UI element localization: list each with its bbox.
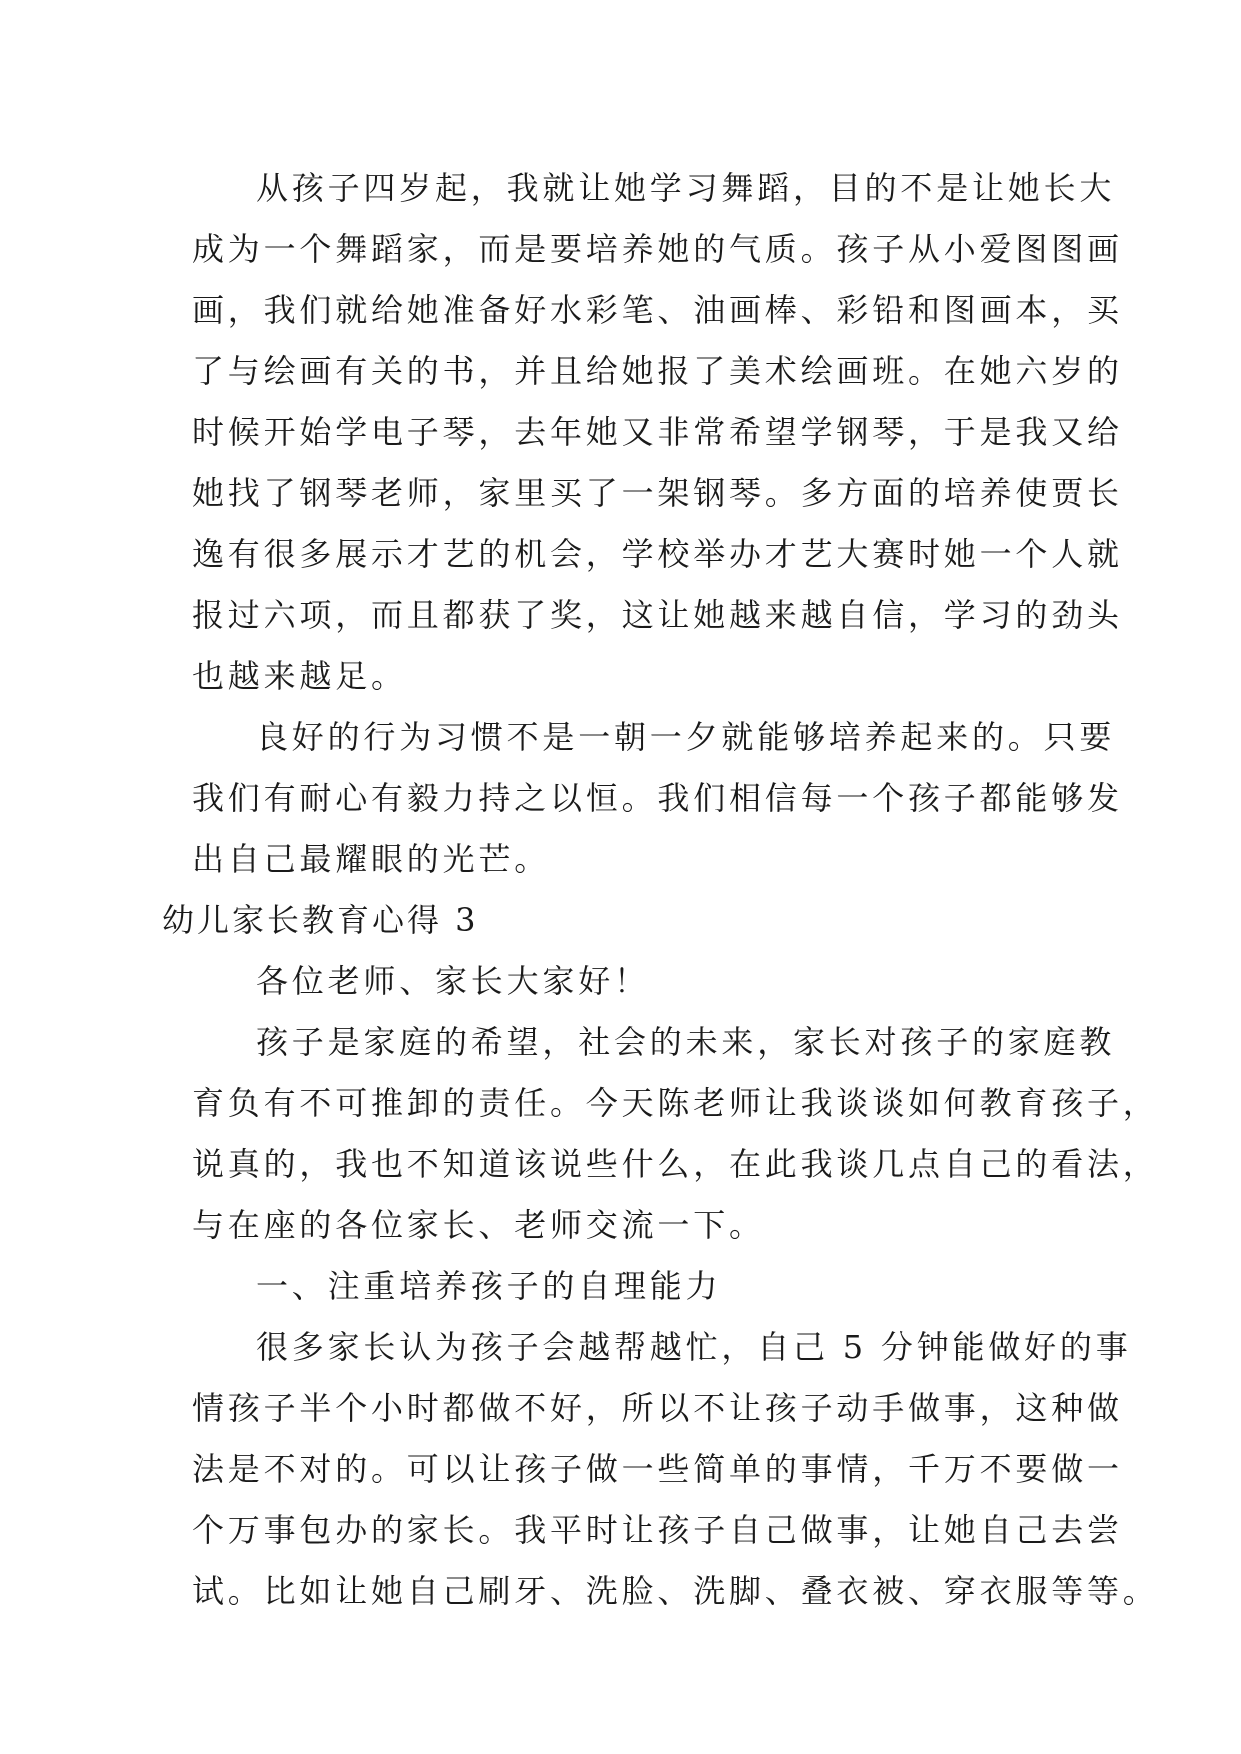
body-line: 时候开始学电子琴，去年她又非常希望学钢琴，于是我又给 (192, 413, 1123, 451)
body-line: 很多家长认为孩子会越帮越忙，自己 5 分钟能做好的事 (256, 1328, 1132, 1366)
body-line: 法是不对的。可以让孩子做一些简单的事情，千万不要做一 (192, 1450, 1123, 1488)
body-line: 情孩子半个小时都做不好，所以不让孩子动手做事，这种做 (192, 1389, 1123, 1427)
body-line: 也越来越足。 (192, 657, 407, 695)
body-line: 试。比如让她自己刷牙、洗脸、洗脚、叠衣被、穿衣服等等。 (192, 1572, 1159, 1610)
body-line: 说真的，我也不知道该说些什么，在此我谈几点自己的看法， (192, 1145, 1159, 1183)
body-line: 各位老师、家长大家好！ (256, 962, 650, 1000)
section-heading: 幼儿家长教育心得 3 (162, 901, 479, 939)
body-line: 成为一个舞蹈家，而是要培养她的气质。孩子从小爱图图画 (192, 230, 1123, 268)
body-line: 良好的行为习惯不是一朝一夕就能够培养起来的。只要 (256, 718, 1116, 756)
document-page (162, 158, 1159, 1622)
body-line: 与在座的各位家长、老师交流一下。 (192, 1206, 765, 1244)
body-line: 出自己最耀眼的光芒。 (192, 840, 551, 878)
body-line: 报过六项，而且都获了奖，这让她越来越自信，学习的劲头 (192, 596, 1123, 634)
body-line: 画，我们就给她准备好水彩笔、油画棒、彩铅和图画本，买 (192, 291, 1123, 329)
body-line: 从孩子四岁起，我就让她学习舞蹈，目的不是让她长大 (256, 169, 1116, 207)
body-line: 她找了钢琴老师，家里买了一架钢琴。多方面的培养使贾长 (192, 474, 1123, 512)
body-line: 我们有耐心有毅力持之以恒。我们相信每一个孩子都能够发 (192, 779, 1123, 817)
body-line: 育负有不可推卸的责任。今天陈老师让我谈谈如何教育孩子， (192, 1084, 1159, 1122)
body-line: 了与绘画有关的书，并且给她报了美术绘画班。在她六岁的 (192, 352, 1123, 390)
body-line: 逸有很多展示才艺的机会，学校举办才艺大赛时她一个人就 (192, 535, 1123, 573)
body-line: 孩子是家庭的希望，社会的未来，家长对孩子的家庭教 (256, 1023, 1116, 1061)
subheading-line: 一、注重培养孩子的自理能力 (256, 1267, 722, 1305)
body-line: 个万事包办的家长。我平时让孩子自己做事，让她自己去尝 (192, 1511, 1123, 1549)
